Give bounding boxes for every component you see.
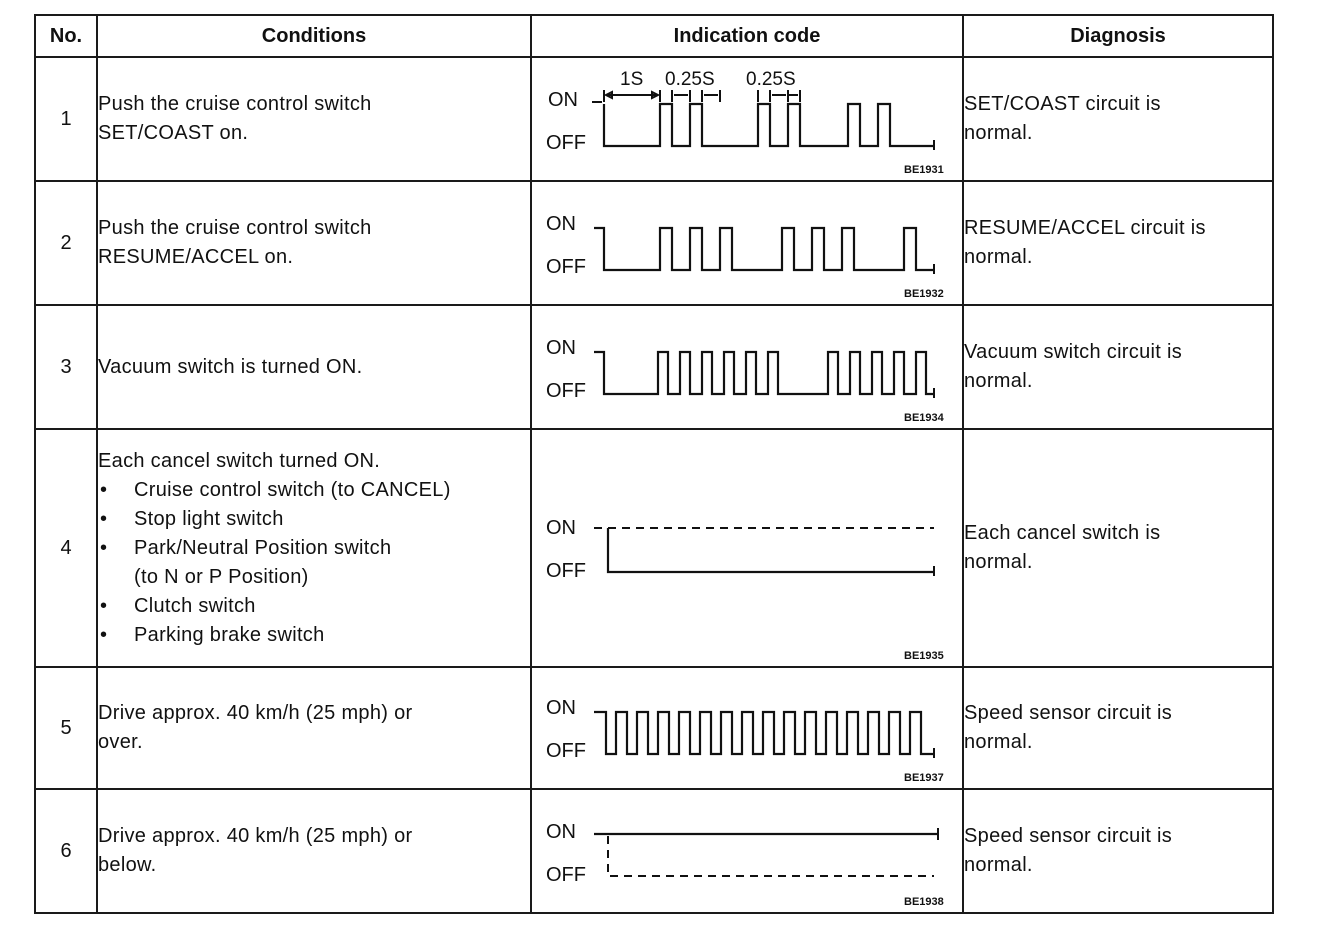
diagnosis-cell <box>963 305 1273 429</box>
off-label: OFF <box>546 740 586 762</box>
condition-cell <box>97 57 531 181</box>
condition-cell <box>97 305 531 429</box>
diagnosis-cell <box>963 181 1273 305</box>
diagnosis-line: normal. <box>964 731 1033 753</box>
header-conditions: Conditions <box>97 15 531 57</box>
diagnosis-line: normal. <box>964 854 1033 876</box>
row-number: 5 <box>35 667 97 789</box>
off-label: OFF <box>546 256 586 278</box>
off-dashed-line <box>608 836 934 876</box>
header-row <box>35 15 1273 57</box>
diagnosis-line: RESUME/ACCEL circuit is <box>964 217 1206 239</box>
off-label: OFF <box>546 864 586 886</box>
indication-code-cell <box>531 789 963 913</box>
row-number: 6 <box>35 789 97 913</box>
row-number: 2 <box>35 181 97 305</box>
condition-line: RESUME/ACCEL on. <box>98 246 294 268</box>
off-label: OFF <box>546 560 586 582</box>
on-label: ON <box>546 213 576 235</box>
list-item: • Parking brake switch <box>98 621 530 650</box>
condition-cell <box>97 181 531 305</box>
row-number: 4 <box>35 429 97 667</box>
waveform-diagram <box>532 182 964 306</box>
waveform-diagram <box>532 790 964 914</box>
off-label: OFF <box>546 132 586 154</box>
diagnosis-line: normal. <box>964 122 1033 144</box>
table-row <box>35 305 1273 429</box>
diagnosis-line: Speed sensor circuit is <box>964 825 1173 847</box>
condition-line: Drive approx. 40 km/h (25 mph) or <box>98 702 413 724</box>
condition-line: Push the cruise control switch <box>98 217 372 239</box>
figure-id: BE1937 <box>904 772 944 784</box>
condition-line: Drive approx. 40 km/h (25 mph) or <box>98 825 413 847</box>
list-item-text: Park/Neutral Position switch <box>134 536 392 559</box>
header-indication-code: Indication code <box>531 15 963 57</box>
header-no: No. <box>35 15 97 57</box>
diagnosis-line: normal. <box>964 246 1033 268</box>
figure-id: BE1932 <box>904 288 944 300</box>
waveform-diagram <box>532 668 964 790</box>
waveform-diagram <box>532 58 964 182</box>
row-number: 1 <box>35 57 97 181</box>
timing-label-025s-a: 0.25S <box>665 69 715 90</box>
table-row <box>35 429 1273 667</box>
condition-cell <box>97 667 531 789</box>
signal-waveform <box>608 528 934 572</box>
table-row <box>35 57 1273 181</box>
diagnosis-cell <box>963 57 1273 181</box>
timing-label-025s-b: 0.25S <box>746 69 796 90</box>
on-label: ON <box>546 517 576 539</box>
diagnosis-line: Vacuum switch circuit is <box>964 341 1182 363</box>
diagnosis-cell <box>963 429 1273 667</box>
on-label: ON <box>546 337 576 359</box>
signal-waveform <box>594 712 934 754</box>
figure-id: BE1934 <box>904 412 944 424</box>
table-row <box>35 789 1273 913</box>
list-item: • Stop light switch <box>98 505 530 534</box>
diagnosis-cell <box>963 667 1273 789</box>
indication-code-table <box>34 14 1274 914</box>
condition-line: SET/COAST on. <box>98 122 249 144</box>
on-label: ON <box>546 821 576 843</box>
signal-waveform <box>604 104 934 146</box>
figure-id: BE1935 <box>904 650 944 662</box>
waveform-diagram <box>532 306 964 430</box>
table-row <box>35 181 1273 305</box>
table-row <box>35 667 1273 789</box>
indication-code-cell <box>531 181 963 305</box>
header-diagnosis: Diagnosis <box>963 15 1273 57</box>
cancel-switch-list <box>98 476 530 650</box>
signal-waveform <box>594 228 934 270</box>
diagnosis-line: Each cancel switch is <box>964 522 1161 544</box>
off-label: OFF <box>546 380 586 402</box>
condition-line: over. <box>98 731 143 753</box>
timing-label-1s: 1S <box>620 69 644 90</box>
indication-code-cell <box>531 429 963 667</box>
indication-code-cell <box>531 305 963 429</box>
diagnosis-line: normal. <box>964 370 1033 392</box>
indication-code-cell <box>531 57 963 181</box>
diagnosis-line: SET/COAST circuit is <box>964 93 1161 115</box>
diagnosis-line: normal. <box>964 551 1033 573</box>
list-item: • Cruise control switch (to CANCEL) <box>98 476 530 505</box>
condition-line: Push the cruise control switch <box>98 93 372 115</box>
figure-id: BE1931 <box>904 164 944 176</box>
list-item-sub: (to N or P Position) <box>134 565 309 588</box>
diagnosis-line: Speed sensor circuit is <box>964 702 1173 724</box>
condition-cell <box>97 429 531 667</box>
signal-waveform <box>594 352 934 394</box>
timing-dimension-lines <box>592 90 800 102</box>
condition-cell <box>97 789 531 913</box>
indication-code-cell <box>531 667 963 789</box>
condition-line: below. <box>98 854 157 876</box>
condition-intro: Each cancel switch turned ON. <box>98 449 381 472</box>
row-number: 3 <box>35 305 97 429</box>
list-item <box>98 534 530 592</box>
condition-line: Vacuum switch is turned ON. <box>98 355 363 378</box>
on-label: ON <box>546 697 576 719</box>
list-item: • Clutch switch <box>98 592 530 621</box>
figure-id: BE1938 <box>904 896 944 908</box>
waveform-diagram <box>532 430 964 668</box>
on-label: ON <box>548 89 578 111</box>
diagnosis-cell <box>963 789 1273 913</box>
